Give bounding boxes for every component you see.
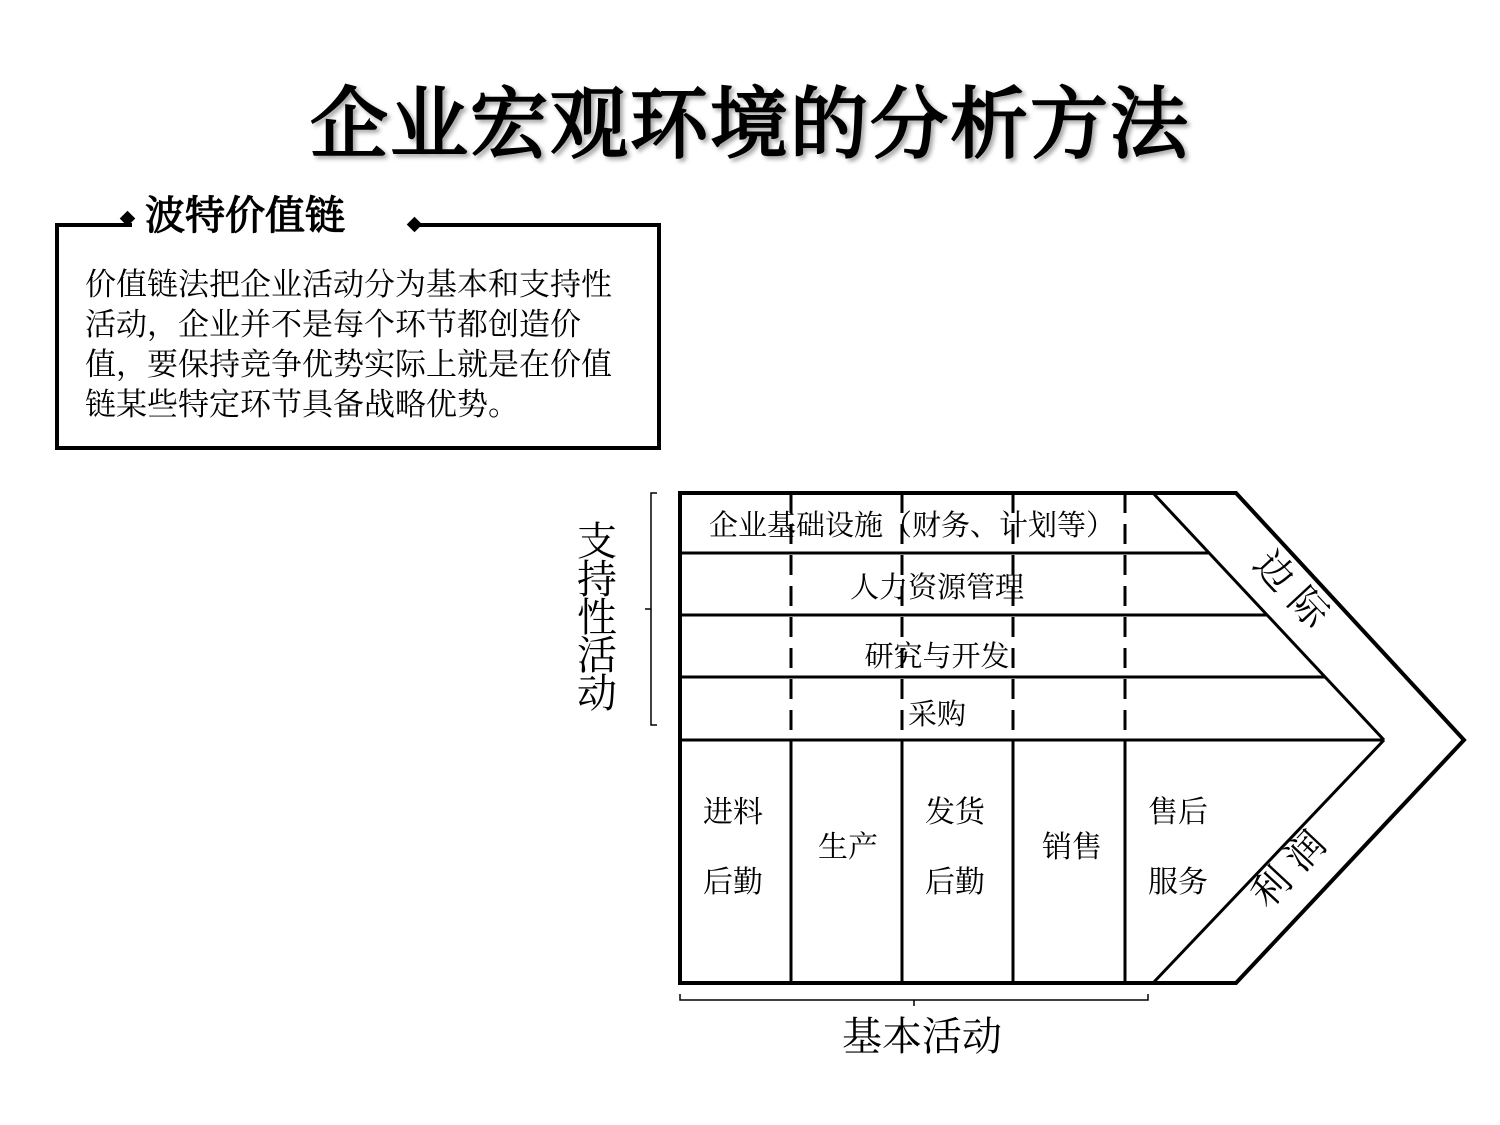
support-activity-label: 研究与开发 [864,639,1010,673]
primary-activity-label: 售后 [1148,795,1208,830]
primary-activity-label: 服务 [1148,865,1208,900]
support-activities-axis-label: 支持性活动 [577,519,617,717]
primary-activity-label: 生产 [818,830,878,865]
page-title: 企业宏观环境的分析方法 [309,80,1190,170]
primary-bracket [680,994,1148,1000]
primary-activity-label: 销售 [1042,830,1102,865]
support-activity-label: 企业基础设施（财务、计划等） [708,508,1116,542]
primary-activities-axis-label: 基本活动 [842,1014,1002,1060]
support-activity-label: 采购 [907,697,967,731]
value-chain-outline [680,493,1464,983]
margin-label-top: 边 际 [1245,541,1338,637]
primary-activity-label: 进料 [703,795,763,830]
value-chain-structure [645,493,1464,1006]
primary-activity-label: 发货 [925,795,985,830]
primary-activity-label: 后勤 [925,865,985,900]
support-activity-label: 人力资源管理 [849,570,1025,604]
margin-label-bottom: 利 润 [1242,821,1335,917]
support-bracket [651,493,657,725]
section-heading: 波特价值链 [145,193,345,239]
primary-activity-label: 后勤 [703,865,763,900]
section-body: 价值链法把企业活动分为基本和支持性活动，企业并不是每个环节都创造价值，要保持竞争优势实际上就是在价值链某些特定环节具备战略优势。 [85,267,612,423]
value-chain-labels [577,508,1338,1060]
